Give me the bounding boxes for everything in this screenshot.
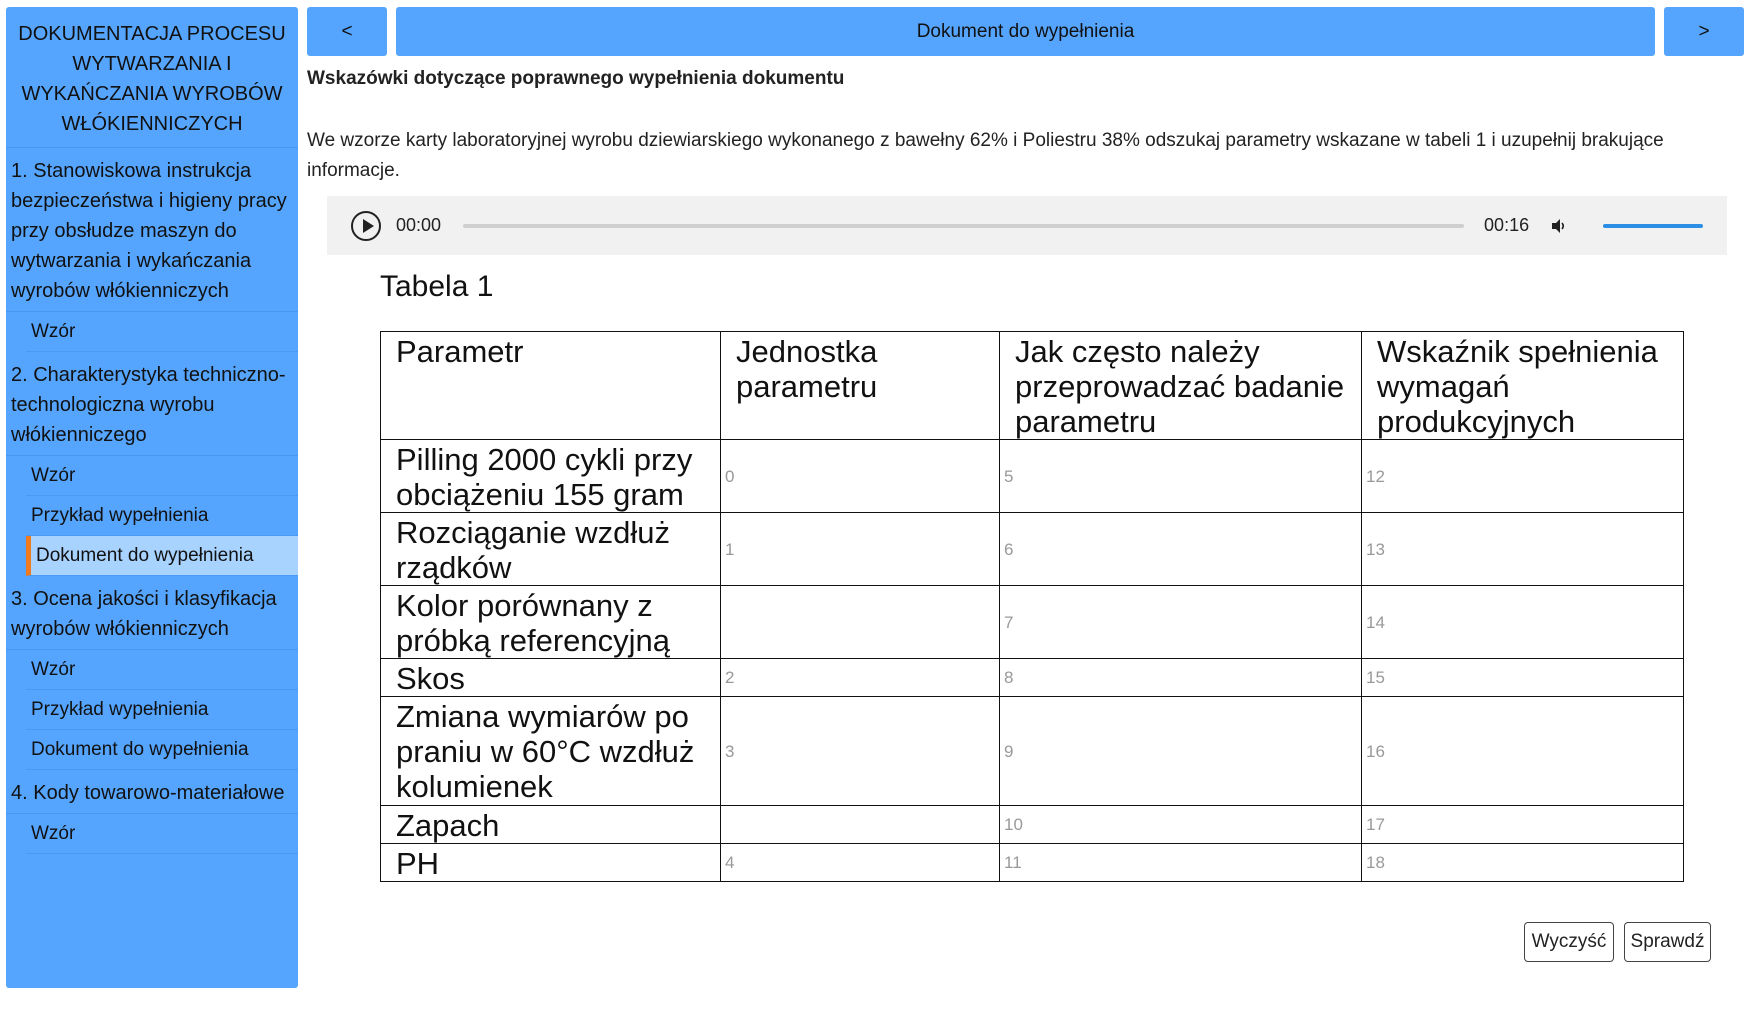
drop-slot[interactable]: 6 [1000,513,1362,586]
seek-bar[interactable] [463,224,1464,228]
header-czestotliwosc: Jak często należy przeprowadzać badanie parametru [1000,332,1362,440]
param-cell: Zmiana wymiarów po praniu w 60°C wzdłuż kolumienek [381,697,721,806]
param-cell: Skos [381,659,721,697]
drop-slot[interactable]: 1 [721,513,1000,586]
header-wskaznik: Wskaźnik spełnienia wymagań produkcyjnych [1362,332,1684,440]
table-row [381,440,1684,513]
header-jednostka: Jednostka parametru [721,332,1000,440]
drop-slot[interactable]: 4 [721,844,1000,882]
table-row [381,806,1684,844]
drop-slot[interactable]: 9 [1000,697,1362,806]
clear-button[interactable]: Wyczyść [1524,922,1614,962]
sidebar-item-dokument-2-active[interactable]: Dokument do wypełnienia [26,536,298,576]
sidebar-item-dokument-3[interactable]: Dokument do wypełnienia [26,730,298,770]
drop-slot[interactable]: 8 [1000,659,1362,697]
drop-slot[interactable]: 12 [1362,440,1684,513]
sidebar-section-2[interactable]: 2. Charakterystyka techniczno-technologiczna wyrobu włókienniczego [6,352,298,456]
current-time: 00:00 [396,215,442,235]
drop-slot[interactable]: 15 [1362,659,1684,697]
sidebar-item-przyklad-2[interactable]: Przykład wypełnienia [26,496,298,536]
sidebar-item-wzor-3[interactable]: Wzór [26,650,298,690]
next-button[interactable]: > [1664,7,1744,56]
param-cell: Pilling 2000 cykli przy obciążeniu 155 gram [381,440,721,513]
parameter-table [380,331,1684,882]
prev-button[interactable]: < [307,7,387,56]
param-cell: Rozciąganie wzdłuż rządków [381,513,721,586]
table-row [381,697,1684,806]
sidebar-title: DOKUMENTACJA PROCESU WYTWARZANIA I WYKAŃCZANIA WYROBÓW WŁÓKIENNICZYCH [6,7,298,148]
drop-slot[interactable]: 2 [721,659,1000,697]
param-cell: PH [381,844,721,882]
instructions-text: We wzorze karty laboratoryjnej wyrobu dziewiarskiego wykonanego z bawełny 62% i Poliestru 38% odszukaj parametry wskazane w tabeli 1 i uzupełnij brakujące informacje. [307,130,1664,181]
drop-slot[interactable]: 5 [1000,440,1362,513]
table-row [381,513,1684,586]
table-header-row [381,332,1684,440]
drop-slot[interactable]: 13 [1362,513,1684,586]
sidebar-item-wzor-1[interactable]: Wzór [26,312,298,352]
audio-player [327,196,1727,255]
drop-slot[interactable]: 7 [1000,586,1362,659]
volume-slider[interactable] [1603,224,1703,228]
sidebar-section-1[interactable]: 1. Stanowiskowa instrukcja bezpieczeństwa i higieny pracy przy obsłudze maszyn do wytwarzania i wykańczania wyrobów włókienniczych [6,148,298,312]
empty-cell [721,806,1000,844]
table-row [381,844,1684,882]
drop-slot[interactable]: 11 [1000,844,1362,882]
drop-slot[interactable]: 0 [721,440,1000,513]
duration-time: 00:16 [1484,215,1530,235]
sidebar [6,7,298,988]
table-row [381,659,1684,697]
table-row [381,586,1684,659]
page-title-bar: Dokument do wypełnienia [396,7,1655,56]
drop-slot[interactable]: 3 [721,697,1000,806]
header-parametr: Parametr [381,332,721,440]
play-icon[interactable] [351,211,381,241]
sidebar-section-4[interactable]: 4. Kody towarowo-materiałowe [6,770,298,814]
drop-slot[interactable]: 17 [1362,806,1684,844]
empty-cell [721,586,1000,659]
table-title: Tabela 1 [380,270,494,303]
sidebar-section-3[interactable]: 3. Ocena jakości i klasyfikacja wyrobów włókienniczych [6,576,298,650]
drop-slot[interactable]: 10 [1000,806,1362,844]
drop-slot[interactable]: 14 [1362,586,1684,659]
drop-slot[interactable]: 18 [1362,844,1684,882]
drop-slot[interactable]: 16 [1362,697,1684,806]
check-button[interactable]: Sprawdź [1624,922,1711,962]
speaker-icon[interactable] [1549,216,1569,236]
sidebar-item-wzor-2[interactable]: Wzór [26,456,298,496]
instructions-title: Wskazówki dotyczące poprawnego wypełnienia dokumentu [307,68,845,89]
sidebar-item-przyklad-3[interactable]: Przykład wypełnienia [26,690,298,730]
param-cell: Kolor porównany z próbką referencyjną [381,586,721,659]
param-cell: Zapach [381,806,721,844]
sidebar-item-wzor-4[interactable]: Wzór [26,814,298,854]
